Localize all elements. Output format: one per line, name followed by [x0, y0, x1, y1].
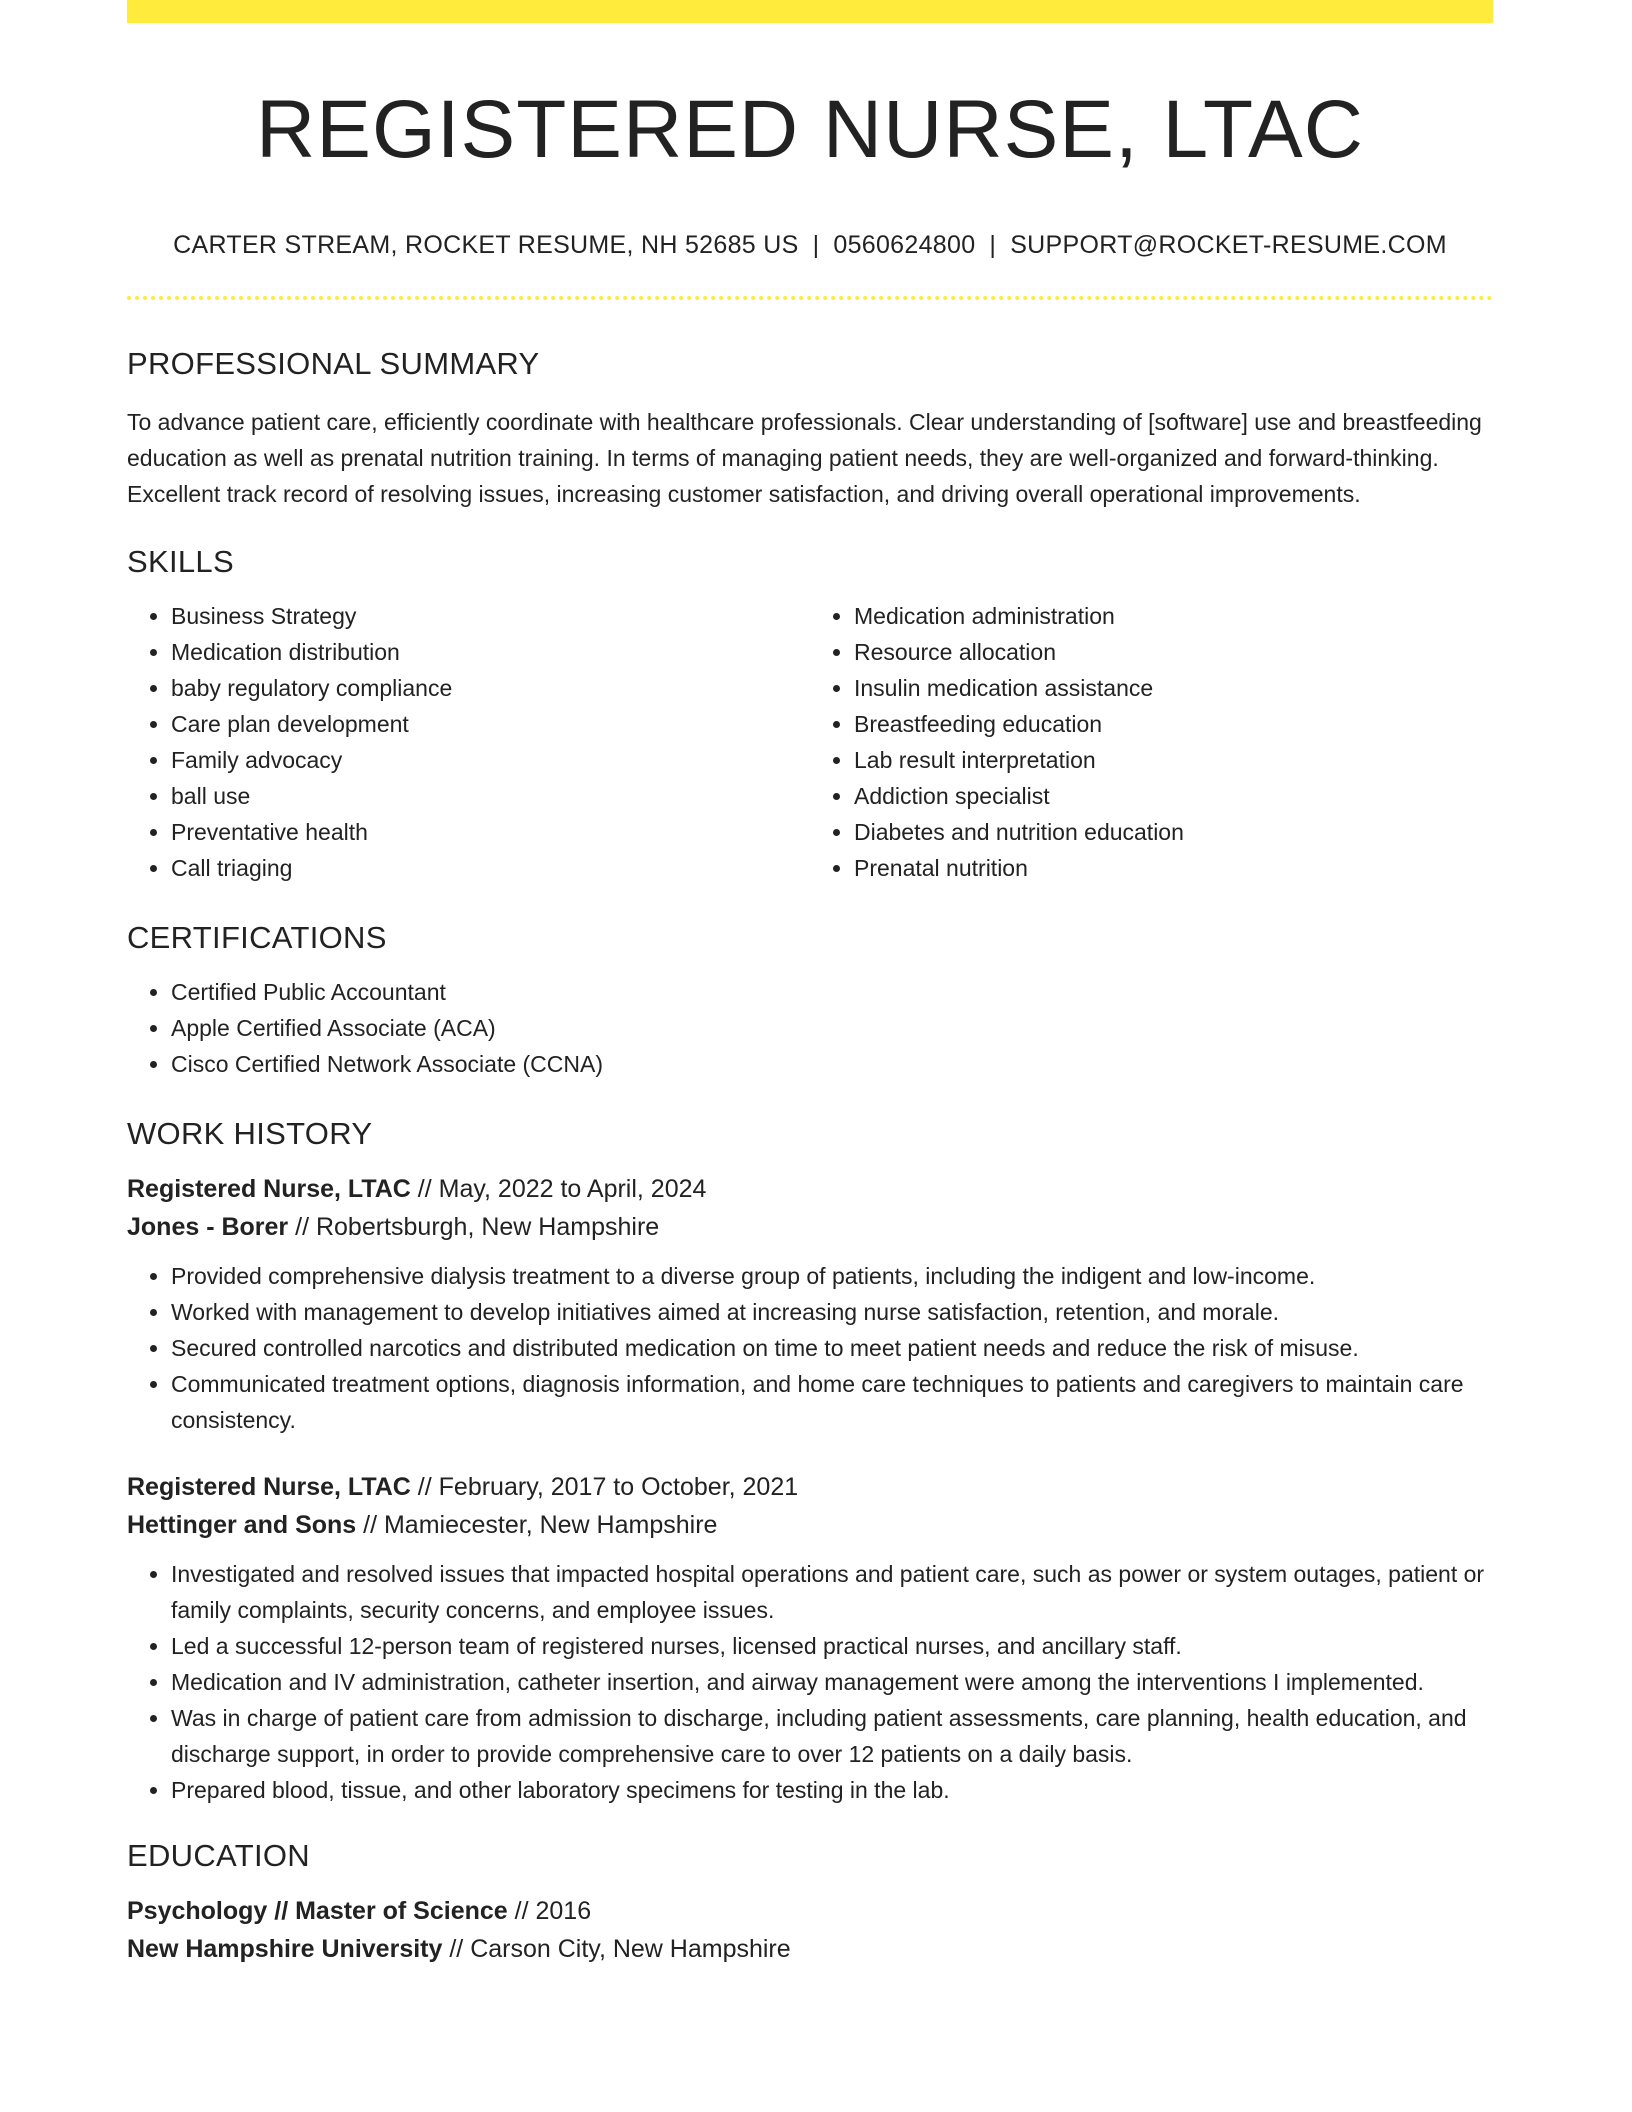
skill-item: • Medication administration	[854, 598, 1493, 634]
job-bullets	[127, 1258, 1493, 1438]
contact-phone: 0560624800	[833, 231, 976, 260]
skill-item: • Call triaging	[171, 850, 810, 886]
skill-item: • Family advocacy	[171, 742, 810, 778]
contact-address: CARTER STREAM, ROCKET RESUME, NH 52685 US	[173, 231, 799, 260]
skill-item: • baby regulatory compliance	[171, 670, 810, 706]
contact-line	[127, 231, 1493, 260]
skill-item: • Preventative health	[171, 814, 810, 850]
job-dates: May, 2022 to April, 2024	[438, 1175, 707, 1204]
job-bullet: • Communicated treatment options, diagnosis information, and home care techniques to patients and caregivers to maintain care consistency.	[171, 1366, 1493, 1438]
certifications-list	[127, 974, 1493, 1082]
education-year: 2016	[535, 1897, 592, 1926]
education-separator: //	[442, 1935, 471, 1964]
education-heading: EDUCATION	[127, 1838, 310, 1874]
skill-item: • Business Strategy	[171, 598, 810, 634]
job-title-line	[127, 1468, 1493, 1506]
job-bullets	[127, 1556, 1493, 1808]
skills-left-list	[127, 598, 810, 886]
certifications-heading: CERTIFICATIONS	[127, 920, 387, 956]
job-bullet: • Provided comprehensive dialysis treatment to a diverse group of patients, including the indigent and low-income.	[171, 1258, 1493, 1294]
job-company-line	[127, 1208, 1493, 1246]
skill-item: • Lab result interpretation	[854, 742, 1493, 778]
skill-item: • Medication distribution	[171, 634, 810, 670]
summary-text: To advance patient care, efficiently coordinate with healthcare professionals. Clear understanding of [software] use and breastfeeding education as well as prenatal nutrition training. In terms of managing patient needs, they are well-organized and forward-thinking. Excellent track record of resolving issues, increasing customer satisfaction, and driving overall operational improvements.	[127, 409, 1482, 508]
job-title-line	[127, 1170, 1493, 1208]
work-history-heading: WORK HISTORY	[127, 1116, 373, 1152]
education-school: New Hampshire University	[127, 1935, 443, 1964]
skill-item: • Addiction specialist	[854, 778, 1493, 814]
job-bullet: • Investigated and resolved issues that impacted hospital operations and patient care, such as power or system outages, patient or family complaints, security concerns, and employee issues.	[171, 1556, 1493, 1628]
education-degree-line	[127, 1892, 1493, 1930]
job-separator: //	[410, 1175, 439, 1204]
job-bullet: • Medication and IV administration, catheter insertion, and airway management were among the interventions I implemented.	[171, 1664, 1493, 1700]
skill-item: • ball use	[171, 778, 810, 814]
contact-email: SUPPORT@ROCKET-RESUME.COM	[1010, 231, 1447, 260]
certification-item: • Apple Certified Associate (ACA)	[171, 1010, 1493, 1046]
job-company-line	[127, 1506, 1493, 1544]
job-entry	[127, 1170, 1493, 1438]
education-separator: //	[507, 1897, 536, 1926]
skill-item: • Diabetes and nutrition education	[854, 814, 1493, 850]
contact-separator: |	[812, 231, 820, 260]
skill-item: • Care plan development	[171, 706, 810, 742]
skill-item: • Resource allocation	[854, 634, 1493, 670]
job-role: Registered Nurse, LTAC	[127, 1473, 411, 1502]
certification-item: • Certified Public Accountant	[171, 974, 1493, 1010]
skills-columns	[127, 598, 1493, 886]
job-separator: //	[288, 1213, 316, 1242]
job-dates: February, 2017 to October, 2021	[438, 1473, 799, 1502]
resume-name: REGISTERED NURSE, LTAC	[256, 84, 1364, 175]
contact-separator: |	[989, 231, 997, 260]
certification-item: • Cisco Certified Network Associate (CCNA)	[171, 1046, 1493, 1082]
skills-right-list	[810, 598, 1493, 886]
job-location: Robertsburgh, New Hampshire	[315, 1213, 660, 1242]
skills-heading: SKILLS	[127, 544, 234, 580]
header-divider	[127, 296, 1493, 300]
job-entry	[127, 1468, 1493, 1808]
job-company: Hettinger and Sons	[127, 1511, 357, 1540]
top-accent-bar	[127, 0, 1493, 23]
job-bullet: • Prepared blood, tissue, and other laboratory specimens for testing in the lab.	[171, 1772, 1493, 1808]
job-location: Mamiecester, New Hampshire	[383, 1511, 718, 1540]
skill-item: • Breastfeeding education	[854, 706, 1493, 742]
skill-item: • Insulin medication assistance	[854, 670, 1493, 706]
job-bullet: • Led a successful 12-person team of registered nurses, licensed practical nurses, and ancillary staff.	[171, 1628, 1493, 1664]
job-bullet: • Was in charge of patient care from admission to discharge, including patient assessments, care planning, health education, and discharge support, in order to provide comprehensive care to over 12 patients on a daily basis.	[171, 1700, 1493, 1772]
job-separator: //	[410, 1473, 439, 1502]
summary-heading: PROFESSIONAL SUMMARY	[127, 346, 540, 382]
job-bullet: • Secured controlled narcotics and distributed medication on time to meet patient needs and reduce the risk of misuse.	[171, 1330, 1493, 1366]
education-school-line	[127, 1930, 1493, 1968]
job-separator: //	[356, 1511, 384, 1540]
education-location: Carson City, New Hampshire	[470, 1935, 791, 1964]
education-degree: Psychology // Master of Science	[127, 1897, 508, 1926]
resume-page	[127, 0, 1493, 1968]
job-role: Registered Nurse, LTAC	[127, 1175, 411, 1204]
job-bullet: • Worked with management to develop initiatives aimed at increasing nurse satisfaction, retention, and morale.	[171, 1294, 1493, 1330]
skill-item: • Prenatal nutrition	[854, 850, 1493, 886]
job-company: Jones - Borer	[127, 1213, 289, 1242]
